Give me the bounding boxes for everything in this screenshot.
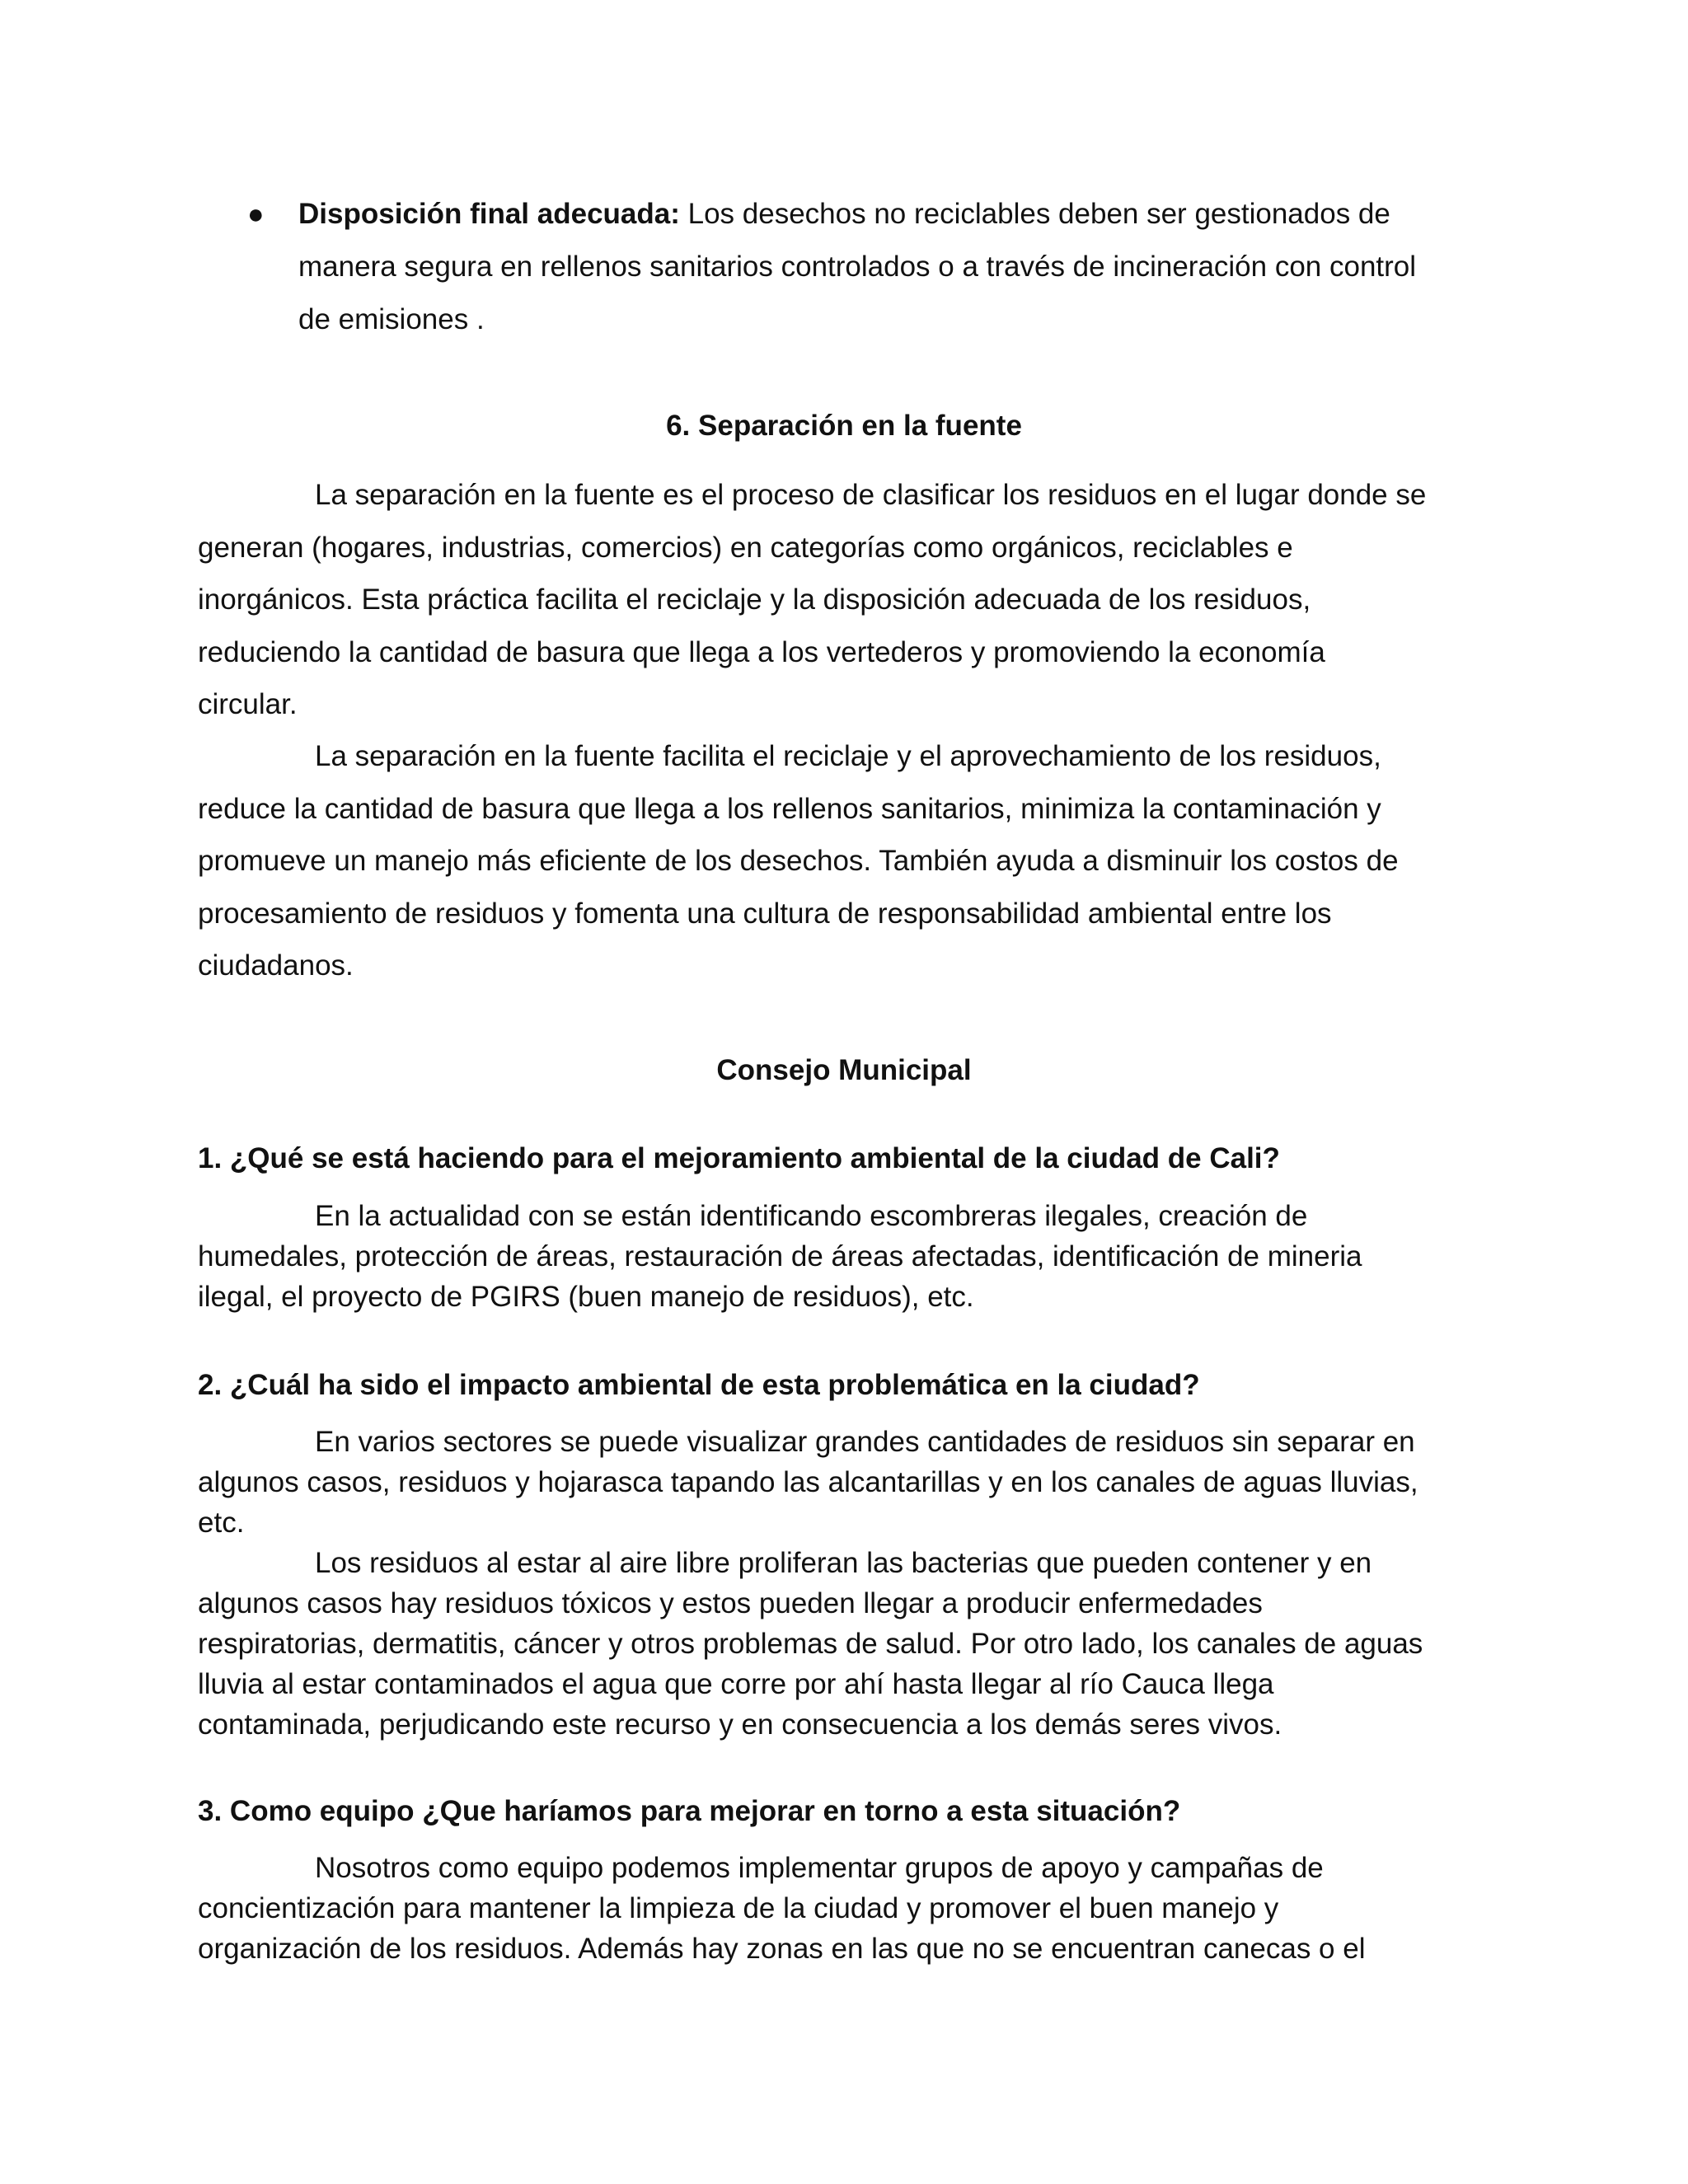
text-line: inorgánicos. Esta práctica facilita el reciclaje y la disposición adecuada de los residuos, <box>198 583 1311 616</box>
text-line: generan (hogares, industrias, comercios) en categorías como orgánicos, reciclables e <box>198 531 1293 564</box>
text-line: Nosotros como equipo podemos implementar grupos de apoyo y campañas de <box>315 1852 1324 1884</box>
question-3-heading: 3. Como equipo ¿Que haríamos para mejorar en torno a esta situación? <box>198 1795 1181 1827</box>
council-heading: Consejo Municipal <box>716 1054 972 1086</box>
text-line: En varios sectores se puede visualizar grandes cantidades de residuos sin separar en <box>315 1426 1415 1458</box>
section-6-paragraph-2 <box>198 730 1517 992</box>
text-line: promueve un manejo más eficiente de los desechos. También ayuda a disminuir los costos de <box>198 845 1399 877</box>
question-2-heading: 2. ¿Cuál ha sido el impacto ambiental de esta problemática en la ciudad? <box>198 1369 1200 1401</box>
section-6-heading: 6. Separación en la fuente <box>666 410 1022 442</box>
question-1-heading: 1. ¿Qué se está haciendo para el mejoramiento ambiental de la ciudad de Cali? <box>198 1142 1280 1174</box>
question-1-answer <box>198 1196 1517 1317</box>
bullet-text <box>298 188 1584 346</box>
bullet-line-3: de emisiones . <box>298 303 485 335</box>
bullet-line-1: Los desechos no reciclables deben ser gestionados de <box>679 198 1390 230</box>
bullet-symbol: ● <box>247 199 265 230</box>
text-line: En la actualidad con se están identificando escombreras ilegales, creación de <box>315 1200 1308 1232</box>
text-line: circular. <box>198 688 298 720</box>
question-2-answer-2 <box>198 1543 1517 1745</box>
bullet-bold-lead: Disposición final adecuada: <box>298 198 680 230</box>
text-line: lluvia al estar contaminados el agua que corre por ahí hasta llegar al río Cauca llega <box>198 1668 1274 1700</box>
text-line: contaminada, perjudicando este recurso y en consecuencia a los demás seres vivos. <box>198 1708 1282 1741</box>
text-line: etc. <box>198 1507 245 1539</box>
text-line: ciudadanos. <box>198 949 354 982</box>
text-line: La separación en la fuente es el proceso de clasificar los residuos en el lugar donde se <box>315 479 1427 511</box>
text-line: organización de los residuos. Además hay zonas en las que no se encuentran canecas o el <box>198 1933 1366 1965</box>
text-line: ilegal, el proyecto de PGIRS (buen manejo de residuos), etc. <box>198 1281 974 1313</box>
text-line: reduce la cantidad de basura que llega a los rellenos sanitarios, minimiza la contaminación y <box>198 792 1381 825</box>
bullet-line-2: manera segura en rellenos sanitarios controlados o a través de incineración con control <box>298 251 1417 283</box>
text-line: reduciendo la cantidad de basura que llega a los vertederos y promoviendo la economía <box>198 635 1325 668</box>
text-line: humedales, protección de áreas, restauración de áreas afectadas, identificación de mineria <box>198 1240 1362 1272</box>
text-line: concientización para mantener la limpieza de la ciudad y promover el buen manejo y <box>198 1892 1279 1924</box>
text-line: La separación en la fuente facilita el reciclaje y el aprovechamiento de los residuos, <box>315 740 1381 772</box>
bullet-item-disposicion <box>247 188 1484 346</box>
text-line: algunos casos hay residuos tóxicos y estos pueden llegar a producir enfermedades <box>198 1587 1263 1619</box>
text-line: procesamiento de residuos y fomenta una cultura de responsabilidad ambiental entre los <box>198 897 1332 930</box>
question-2-answer-1 <box>198 1422 1517 1543</box>
question-3-answer <box>198 1848 1517 1969</box>
text-line: algunos casos, residuos y hojarasca tapando las alcantarillas y en los canales de aguas lluvias, <box>198 1466 1418 1498</box>
text-line: Los residuos al estar al aire libre proliferan las bacterias que pueden contener y en <box>315 1547 1372 1579</box>
text-line: respiratorias, dermatitis, cáncer y otros problemas de salud. Por otro lado, los canales de aguas <box>198 1628 1423 1660</box>
section-6-paragraph-1 <box>198 469 1517 731</box>
